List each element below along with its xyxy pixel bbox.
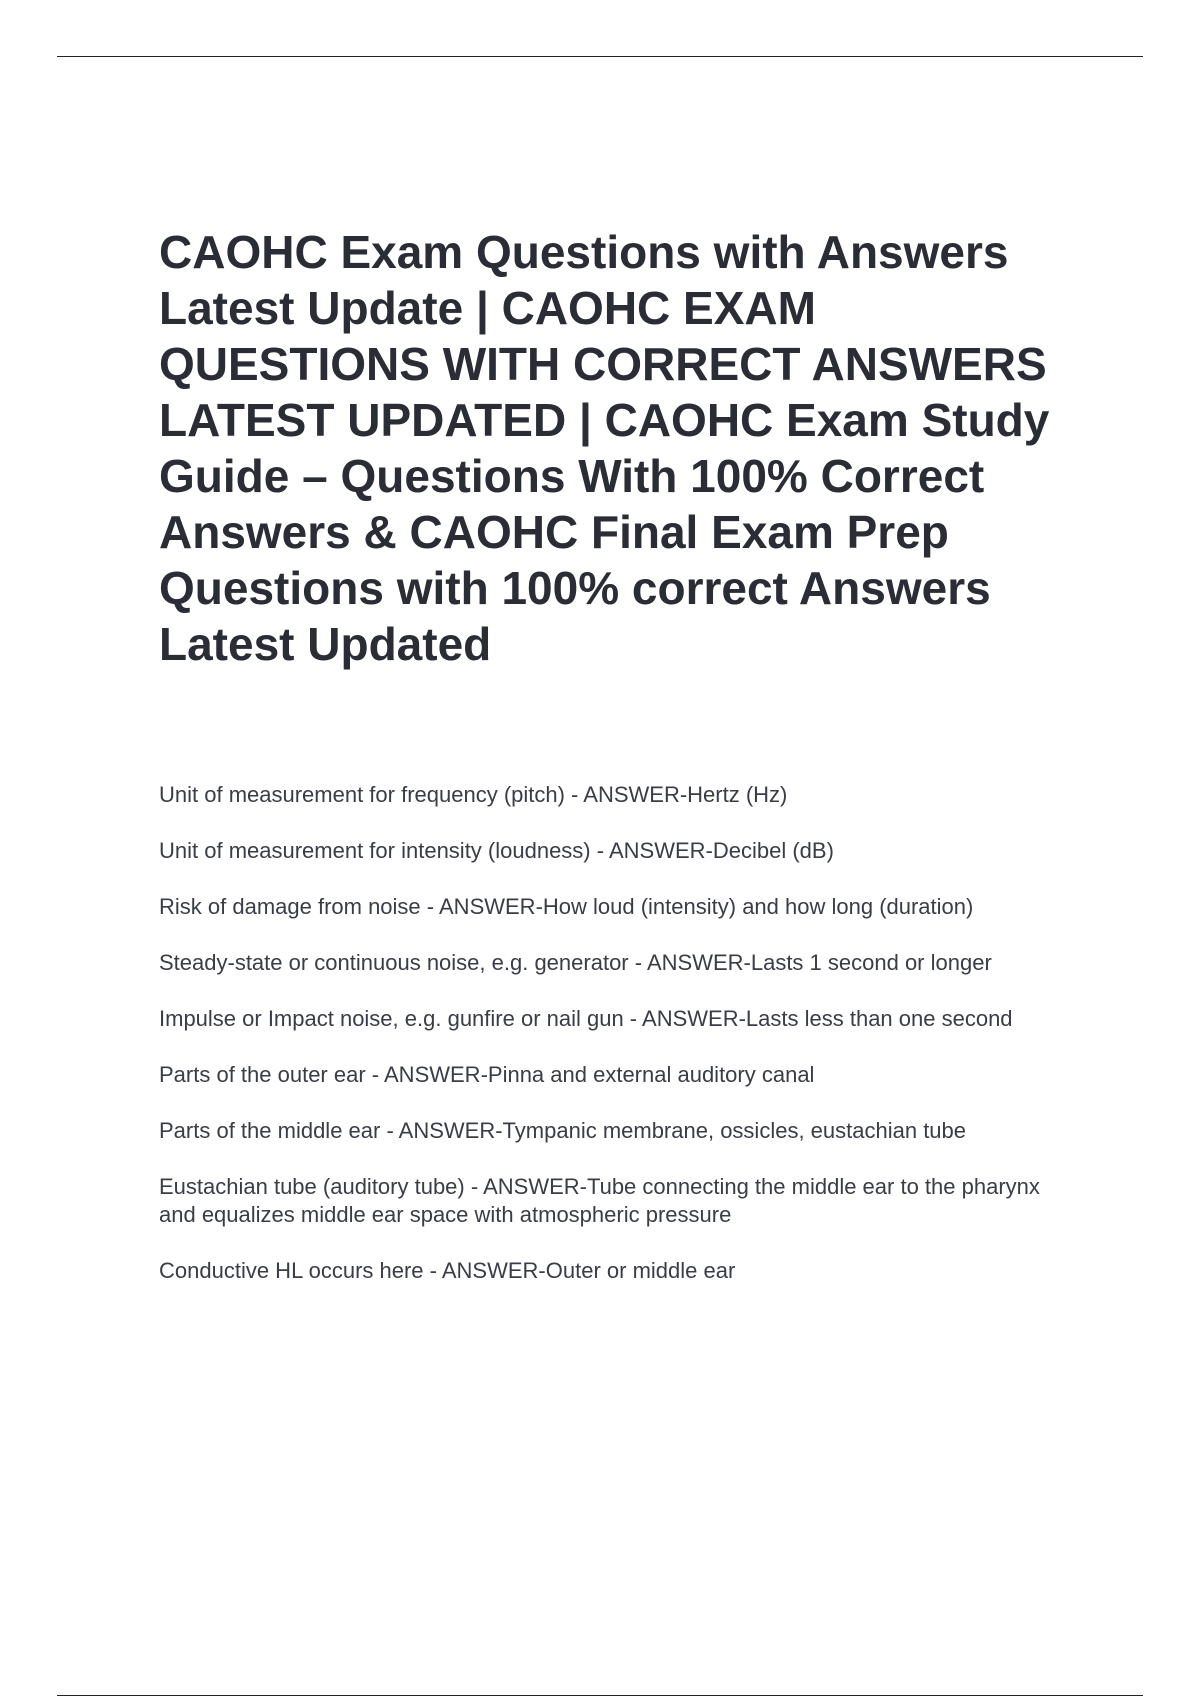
qa-list	[159, 781, 1049, 1313]
qa-item: Risk of damage from noise - ANSWER-How loud (intensity) and how long (duration)	[159, 894, 974, 919]
document-title: CAOHC Exam Questions with Answers Latest Update | CAOHC EXAM QUESTIONS WITH CORRECT ANSWERS LATEST UPDATED | CAOHC Exam Study Guide – Questions With 100% Correct Answers & CAOHC Final Exam Prep Questions with 100% correct Answers Latest Updated	[159, 226, 1050, 670]
qa-item: Impulse or Impact noise, e.g. gunfire or nail gun - ANSWER-Lasts less than one second	[159, 1006, 1013, 1031]
qa-item: Conductive HL occurs here - ANSWER-Outer or middle ear	[159, 1258, 736, 1283]
bottom-divider	[57, 1695, 1143, 1696]
top-divider	[57, 56, 1143, 57]
qa-item: Eustachian tube (auditory tube) - ANSWER-Tube connecting the middle ear to the pharynx and equalizes middle ear space with atmospheric pressure	[159, 1174, 1040, 1227]
qa-item: Parts of the middle ear - ANSWER-Tympanic membrane, ossicles, eustachian tube	[159, 1118, 967, 1143]
qa-item: Parts of the outer ear - ANSWER-Pinna and external auditory canal	[159, 1062, 815, 1087]
qa-item: Steady-state or continuous noise, e.g. generator - ANSWER-Lasts 1 second or longer	[159, 950, 992, 975]
qa-item: Unit of measurement for intensity (loudness) - ANSWER-Decibel (dB)	[159, 838, 834, 863]
qa-item: Unit of measurement for frequency (pitch) - ANSWER-Hertz (Hz)	[159, 782, 788, 807]
